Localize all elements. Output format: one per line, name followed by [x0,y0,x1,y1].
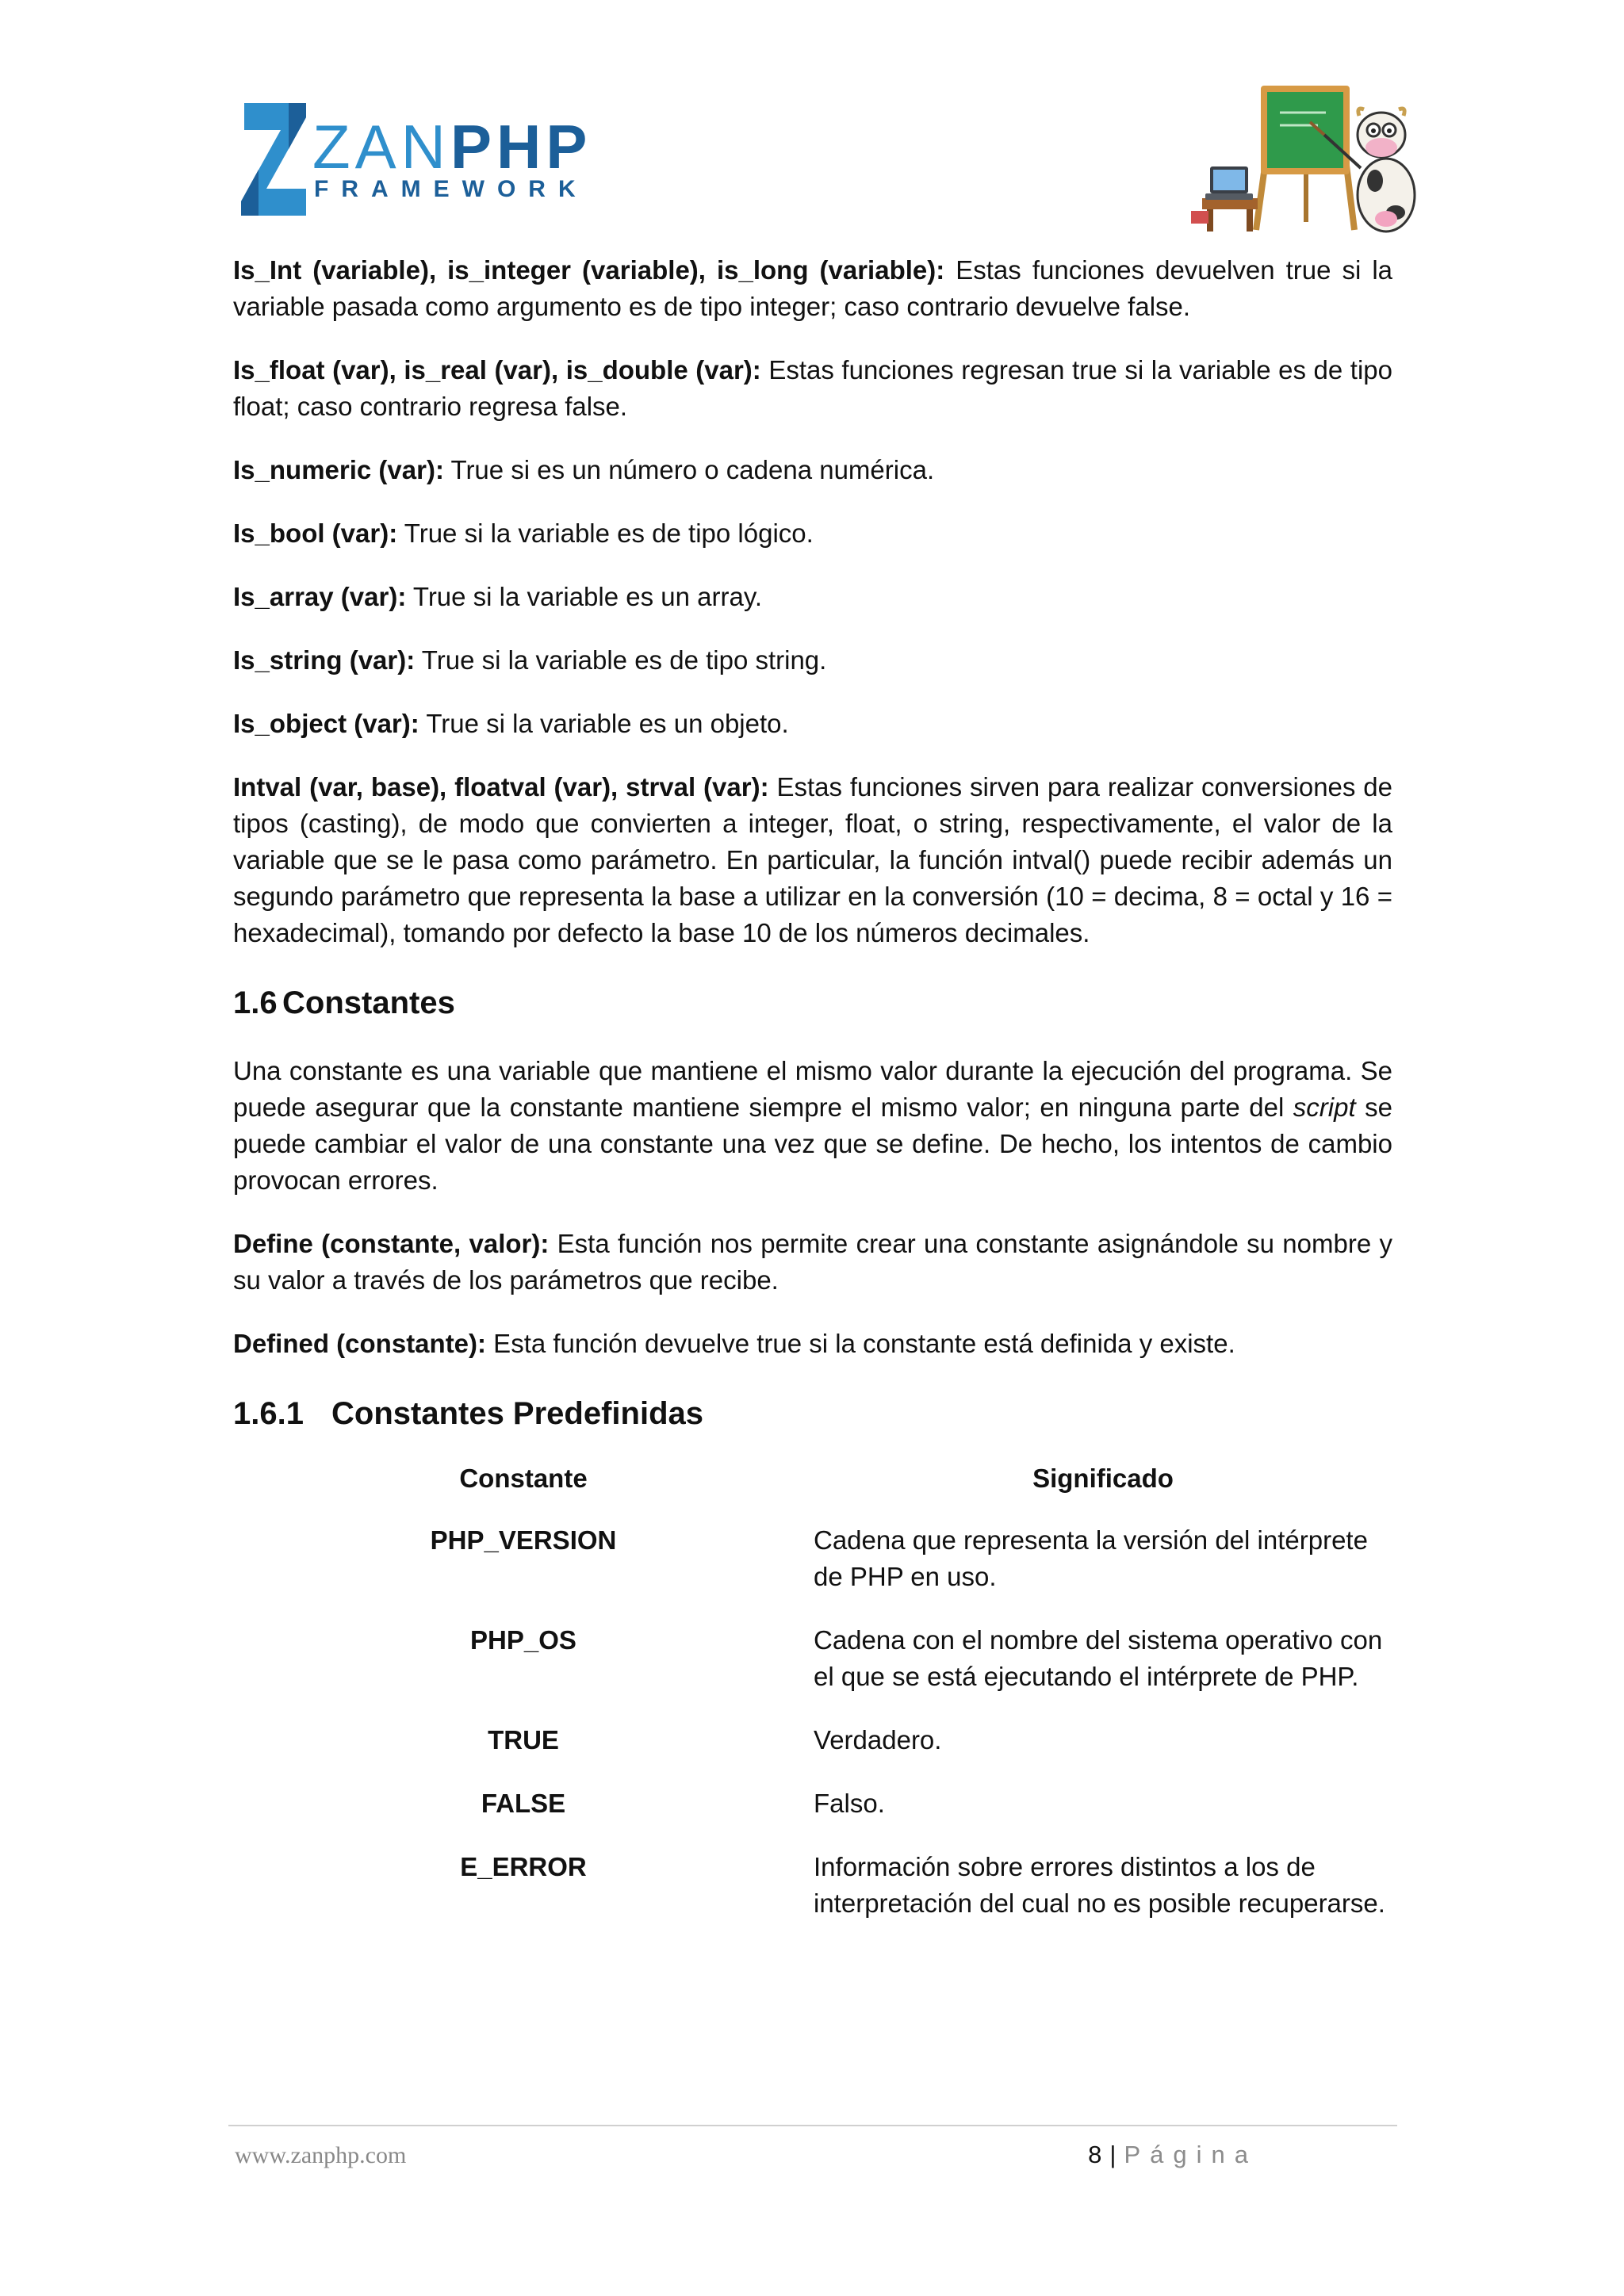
paragraph-define [233,1226,1392,1299]
constant-description: Cadena con el nombre del sistema operativo con el que se está ejecutando el intérprete de PHP. [814,1625,1383,1691]
table-row [233,1785,1392,1849]
intro-text-start: Una constante es una variable que mantiene el mismo valor durante la ejecución del programa. Se puede asegurar que la constante mantiene siempre el mismo valor; en ninguna parte del [233,1056,1392,1122]
description: Estas funciones regresan true si la variable es de tipo float; caso contrario regresa false. [233,355,1393,421]
description: True si la variable es de tipo string. [415,645,827,675]
footer-divider [228,2125,1397,2126]
constant-description: Falso. [814,1789,885,1818]
document-body [233,252,1392,1949]
table-header-row [233,1460,1392,1522]
page-header [0,0,1624,238]
paragraph-defined [233,1326,1392,1362]
table-row [233,1722,1392,1785]
paragraph-is-object [233,706,1392,742]
cow-teacher-mascot-icon [1191,79,1421,238]
page-word: Página [1124,2141,1258,2168]
paragraph-is-int [233,252,1392,325]
table-row [233,1849,1392,1949]
zanphp-logo-icon [239,100,308,219]
term: Is_Int (variable), is_integer (variable), is_long (variable): [233,255,945,285]
term: Defined (constante): [233,1329,487,1358]
constant-name: TRUE [488,1725,559,1755]
description: True si la variable es un array. [406,582,763,611]
column-header-constante: Constante [459,1464,588,1493]
description: Esta función nos permite crear una constante asignándole su nombre y su valor a través de los parámetros que recibe. [233,1229,1392,1295]
table-row [233,1522,1392,1622]
constant-description: Verdadero. [814,1725,942,1755]
description: True si es un número o cadena numérica. [443,455,935,484]
logo-title-php: PHP [450,112,592,182]
term: Is_array (var): [233,582,407,611]
constant-description: Información sobre errores distintos a los de interpretación del cual no es posible recuperarse. [814,1852,1385,1918]
constant-description: Cadena que representa la versión del intérprete de PHP en uso. [814,1525,1368,1591]
paragraph-is-string [233,642,1392,679]
intro-text-end: se puede cambiar el valor de una constante una vez que se define. De hecho, los intentos de cambio provocan errores. [233,1093,1392,1195]
term: Is_object (var): [233,709,419,738]
description: Estas funciones devuelven true si la variable pasada como argumento es de tipo integer; caso contrario devuelve false. [233,255,1393,321]
paragraph-is-float [233,352,1392,425]
term: Is_numeric (var): [233,455,444,484]
description: True si la variable es de tipo lógico. [397,519,814,548]
subsection-title: Constantes Predefinidas [331,1396,704,1431]
term: Define (constante, valor): [233,1229,550,1258]
paragraph-constantes-intro [233,1053,1392,1199]
term: Is_float (var), is_real (var), is_double (var): [233,355,761,385]
logo-title-zan: ZAN [312,112,450,182]
term: Intval (var, base), floatval (var), strval (var): [233,772,769,802]
footer-site-url: www.zanphp.com [235,2142,407,2168]
description: Estas funciones sirven para realizar conversiones de tipos (casting), de modo que convierten a integer, float, o string, respectivamente, el valor de la variable que se le pasa como parámetro. En particular, la función intval() puede recibir además un segundo parámetro que representa la base a utilizar en la conversión (10 = decima, 8 = octal y 16 = hexadecimal), tomando por defecto la base 10 de los números decimales. [233,772,1392,947]
intro-italic: script [1293,1093,1356,1122]
constant-name: FALSE [481,1789,566,1818]
subsection-heading [233,1394,1392,1433]
paragraph-intval [233,769,1392,951]
section-number: 1.6 [233,985,278,1020]
constant-name: PHP_VERSION [430,1525,617,1555]
term: Is_bool (var): [233,519,398,548]
logo-title [312,112,592,182]
paragraph-is-bool [233,515,1392,552]
column-header-significado: Significado [1032,1464,1174,1493]
description: True si la variable es un objeto. [419,709,789,738]
constants-table [233,1460,1392,1949]
table-row [233,1622,1392,1722]
page-separator: | [1109,2141,1116,2168]
section-heading [233,983,1392,1023]
page-number-label [1088,2141,1258,2169]
page-number: 8 [1088,2141,1102,2168]
logo-subtitle: FRAMEWORK [314,176,588,202]
subsection-number: 1.6.1 [233,1396,304,1431]
term: Is_string (var): [233,645,416,675]
page-footer [228,2125,1397,2172]
zanphp-logo [239,100,592,219]
paragraph-is-numeric [233,452,1392,488]
paragraph-is-array [233,579,1392,615]
constant-name: E_ERROR [460,1852,587,1881]
constant-name: PHP_OS [470,1625,576,1655]
description: Esta función devuelve true si la constante está definida y existe. [486,1329,1235,1358]
section-title: Constantes [282,985,455,1020]
